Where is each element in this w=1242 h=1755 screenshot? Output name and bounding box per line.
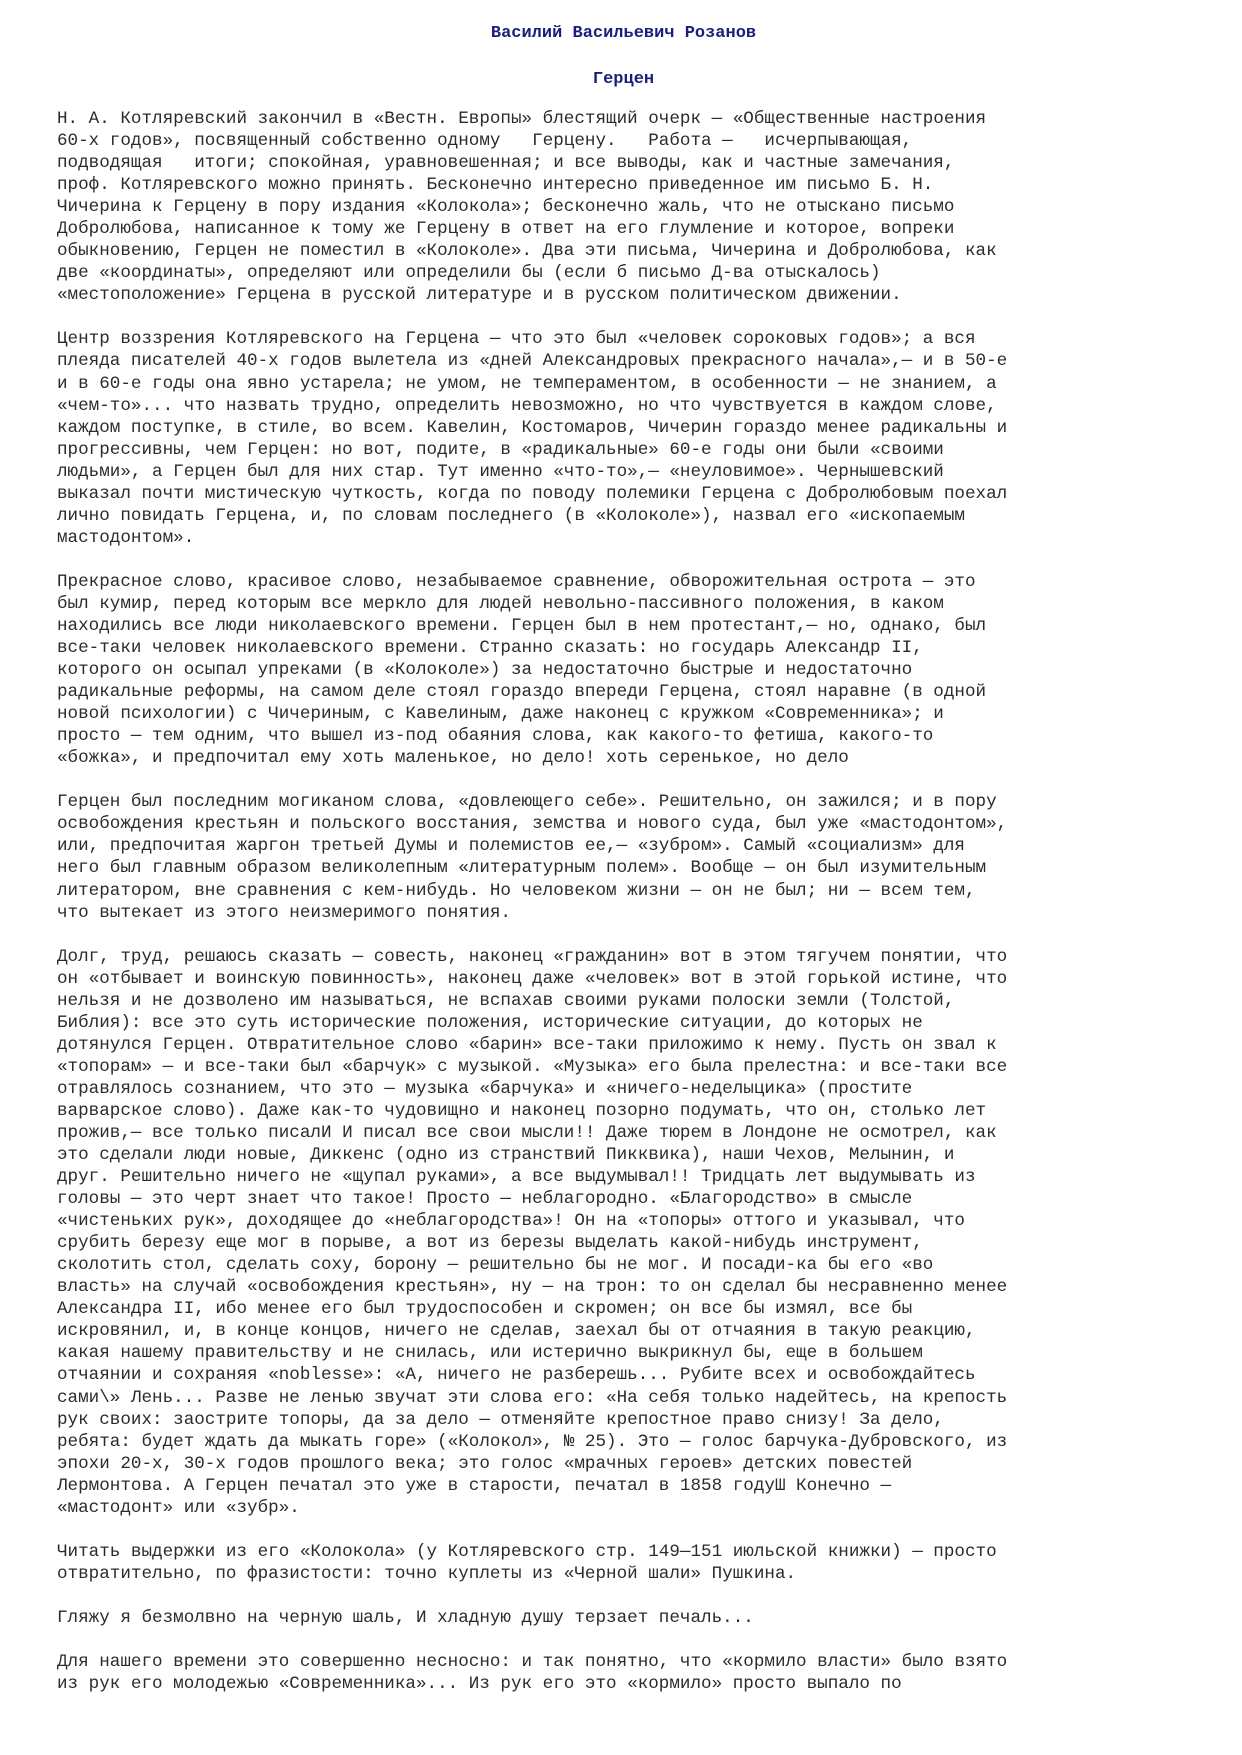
paragraph-1: Н. А. Котляревский закончил в «Вестн. Европы» блестящий очерк — «Общественные настроения 60-х годов», посвященный собственно одному Герцену. Работа — исчерпывающая, подводящая итоги; спокойная, уравновешенная; и все выводы, как и частные замечания, проф. Котляревского можно принять. Бесконечно интересно приведенное им письмо Б. Н. Чичерина к Герцену в пору издания «Колокола»; бесконечно жаль, что не отыскано письмо Добролюбова, написанное к тому же Герцену в ответ на его глумление и которое, вопреки обыкновению, Герцен не поместил в «Колоколе». Два эти письма, Чичерина и Добролюбова, как две «координаты», определяют или определили бы (если б письмо Д-ва отыскалось) «местоположение» Герцена в русской литературе и в русском политическом движении.	[57, 109, 997, 306]
paragraph-7-quote: Гляжу я безмолвно на черную шаль, И хладную душу терзает печаль...	[57, 1607, 754, 1628]
paragraph-6: Читать выдержки из его «Колокола» (у Котляревского стр. 149—151 июльской книжки) — просто отвратительно, по фразистости: точно куплеты из «Черной шали» Пушкина.	[57, 1541, 997, 1584]
paragraph-8: Для нашего времени это совершенно несносно: и так понятно, что «кормило власти» было взято из рук его молодежью «Современника»... Из рук его это «кормило» просто выпало по	[57, 1651, 1008, 1694]
paragraph-3: Прекрасное слово, красивое слово, незабываемое сравнение, обворожительная острота — это был кумир, перед которым все меркло для людей невольно-пассивного положения, в каком находились все люди николаевского времени. Герцен был в нем протестант,— но, однако, был все-таки человек николаевского времени. Странно сказать: но государь Александр II, которого он осыпал упреками (в «Колоколе») за недостаточно быстрые и недостаточно радикальные реформы, на самом деле стоял гораздо впереди Герцена, стоял наравне (в одной новой психологии) с Чичериным, с Кавелиным, даже наконец с кружком «Современника»; и просто — тем одним, что вышел из-под обаяния слова, как какого-то фетиша, какого-то «божка», и предпочитал ему хоть маленькое, но дело! хоть серенькое, но дело	[57, 571, 987, 769]
paragraph-5: Долг, труд, решаюсь сказать — совесть, наконец «гражданин» вот в этом тягучем понятии, что он «отбывает и воинскую повинность», наконец даже «человек» вот в этой горькой истине, что нельзя и не дозволено им называться, не вспахав своими руками полоски земли (Толстой, Библия): все это суть исторические положения, исторические ситуации, до которых не дотянулся Герцен. Отвратительное слово «барин» все-таки приложимо к нему. Пусть он звал к «топорам» — и все-таки был «барчук» с музыкой. «Музыка» его была прелестна: и все-таки все отравлялось сознанием, что это — музыка «барчука» и «ничего-неделыцика» (простите варварское слово). Даже как-то чудовищно и наконец позорно подумать, что он, столько лет прожив,— все только писалИ И писал все свои мысли!! Даже тюрем в Лондоне не осмотрел, как это сделали люди новые, Диккенс (одно из странствий Пикквика), наши Чехов, Мелынин, и друг. Решительно ничего не «щупал руками», а все выдумывал!! Тридцать лет выдумывать из головы — это черт знает что такое! Просто — неблагородно. «Благородство» в смысле «чистеньких рук», доходящее до «неблагородства»! Он на «топоры» оттого и указывал, что срубить березу еще мог в порыве, а вот из березы выделать какой-нибудь инструмент, сколотить стол, сделать соху, борону — решительно бы не мог. И посади-ка бы его «во власть» на случай «освобождения крестьян», ну — на трон: то он сделал бы несравненно менее Александра II, ибо менее его был трудоспособен и скромен; он все бы измял, все бы искровянил, и, в конце концов, ничего не сделав, заехал бы от отчаяния в такую реакцию, какая нашему правительству и не снилась, или истерично выкрикнул бы, еще в большем отчаянии и сохраняя «noblesse»: «А, ничего не разберешь... Рубите всех и освобождайтесь сами\» Лень... Разве не ленью звучат эти слова его: «На себя только надейтесь, на крепость рук своих: заострите топоры, да за дело — отменяйте крепостное право снизу! За дело, ребята: будет ждать да мыкать горе» («Колокол», № 25). Это — голос барчука-Дубровского, из эпохи 20-х, 30-х годов прошлого века; это голос «мрачных героев» детских повестей Лермонтова. А Герцен печатал это уже в старости, печатал в 1858 годуШ Конечно — «мастодонт» или «зубр».	[57, 946, 1008, 1518]
paragraph-4: Герцен был последним могиканом слова, «довлеющего себе». Решительно, он зажился; и в пору освобождения крестьян и польского восстания, земства и нового суда, был уже «мастодонтом», или, предпочитая жаргон третьей Думы и полемистов ее,— «зубром». Самый «социализм» для него был главным образом великолепным «литературным полем». Вообще — он был изумительным литератором, вне сравнения с кем-нибудь. Но человеком жизни — он не был; ни — всем тем, что вытекает из этого неизмеримого понятия.	[57, 792, 1008, 923]
paragraph-2: Центр воззрения Котляревского на Герцена — что это был «человек сороковых годов»; а вся плеяда писателей 40-х годов вылетела из «дней Александровых прекрасного начала»,— и в 50-е и в 60-е годы она явно устарела; не умом, не темпераментом, в особенности — не знанием, а «чем-то»... что назвать трудно, определить невозможно, но что чувствуется в каждом слове, каждом поступке, в стиле, во всем. Кавелин, Костомаров, Чичерин гораздо менее радикальны и прогрессивны, чем Герцен: но вот, подите, в «радикальные» 60-е годы они были «своими людьми», а Герцен был для них стар. Тут именно «что-то»,— «неуловимое». Чернышевский выказал почти мистическую чуткость, когда по поводу полемики Герцена с Добролюбовым поехал лично повидать Герцена, и, по словам последнего (в «Колоколе»), назвал его «ископаемым мастодонтом».	[57, 329, 1008, 548]
author-name: Василий Васильевич Розанов	[490, 24, 757, 43]
document-title: Герцен	[592, 70, 655, 89]
